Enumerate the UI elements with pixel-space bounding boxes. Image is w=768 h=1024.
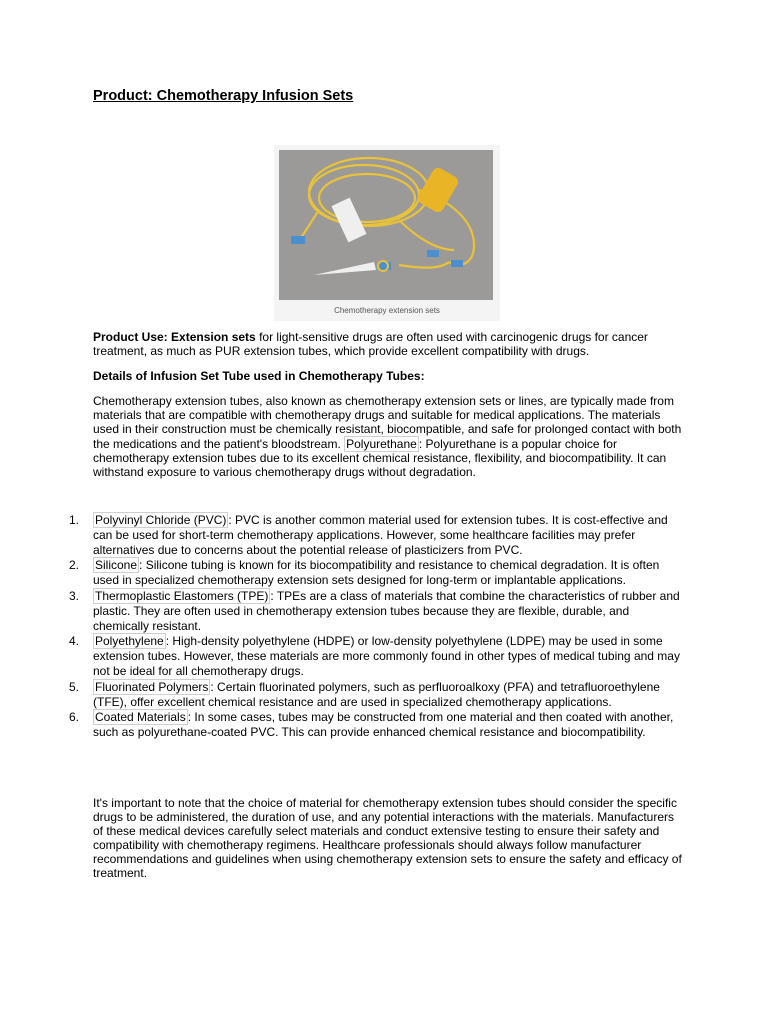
list-item	[69, 558, 683, 588]
material-text: : High-density polyethylene (HDPE) or low-density polyethylene (LDPE) may be used in some extension tubes. However, these materials are more commonly found in other types of medical tubing and may not be ideal for all chemotherapy drugs.	[93, 634, 680, 678]
material-term: Polyethylene	[95, 634, 164, 649]
page-title: Product: Chemotherapy Infusion Sets	[93, 88, 354, 104]
list-item	[69, 588, 683, 633]
list-item	[69, 710, 683, 740]
infusion-set-photo	[279, 150, 493, 300]
material-term: Thermoplastic Elastomers (TPE)	[95, 588, 269, 603]
list-number: 4.	[69, 634, 80, 649]
list-number: 5.	[69, 679, 80, 694]
material-term: Silicone	[95, 558, 138, 573]
material-term: Fluorinated Polymers	[95, 679, 209, 694]
intro-paragraph	[93, 394, 683, 479]
material-term: Coated Materials	[95, 710, 186, 725]
intro-rest: : Polyurethane is a popular choice for chemotherapy extension tubes due to its excellent chemical resistance, flexibility, and biocompatibility. It can withstand exposure to various chemotherapy drugs without degradation.	[93, 436, 667, 480]
product-use-text: for light-sensitive drugs are often used with carcinogenic drugs for cancer treatment, as much as PUR extension tubes, which provide excellent compatibility with drugs.	[93, 330, 648, 359]
product-use-label: Product Use:	[93, 330, 168, 344]
material-text: : TPEs are a class of materials that combine the characteristics of rubber and plastic. They are often used in chemotherapy extension tubes because they are flexible, durable, and chemically resistant.	[93, 588, 680, 633]
product-use-bold: Extension sets	[171, 330, 256, 344]
list-number: 2.	[69, 558, 80, 573]
list-number: 6.	[69, 710, 80, 725]
list-item	[69, 679, 683, 710]
material-text: : In some cases, tubes may be constructed from one material and then coated with another, such as polyurethane-coated PVC. This can provide enhanced chemical resistance and biocompatibility.	[93, 710, 674, 740]
material-text: : Silicone tubing is known for its biocompatibility and resistance to chemical degradation. It is often used in specialized chemotherapy extension sets designed for long-term or implantable applications.	[93, 558, 660, 588]
conclusion-paragraph: It's important to note that the choice of material for chemotherapy extension tubes should consider the specific drugs to be administered, the duration of use, and any potential interactions with the materials. Manufacturers of these medical devices carefully select materials and conduct extensive testing to ensure their safety and compatibility with chemotherapy regimens. Healthcare professionals should always follow manufacturer recommendations and guidelines when using chemotherapy extension sets to ensure the safety and efficacy of treatment.	[93, 796, 682, 880]
product-figure	[274, 145, 500, 321]
list-number: 1.	[69, 513, 80, 527]
term-polyurethane: Polyurethane	[346, 436, 417, 451]
list-number: 3.	[69, 588, 80, 603]
intro-text: Chemotherapy extension tubes, also known as chemotherapy extension sets or lines, are typically made from materials that are compatible with chemotherapy drugs and suitable for medical applications. The materials used in their construction must be chemically resistant, biocompatible, and safe for prolonged contact with both the medications and the patient's bloodstream.	[93, 394, 682, 451]
material-term: Polyvinyl Chloride (PVC)	[95, 513, 227, 527]
materials-list	[69, 513, 683, 741]
material-text: : Certain fluorinated polymers, such as perfluoroalkoxy (PFA) and tetrafluoroethylene (TFE), offer excellent chemical resistance and are used in specialized chemotherapy applications.	[93, 679, 660, 709]
list-item	[69, 634, 683, 678]
figure-caption: Chemotherapy extension sets	[334, 306, 440, 315]
material-text: : PVC is another common material used for extension tubes. It is cost-effective and can be used for short-term chemotherapy applications. However, some healthcare facilities may prefer alternatives due to concerns about the potential release of plasticizers from PVC.	[93, 513, 668, 557]
details-heading: Details of Infusion Set Tube used in Chemotherapy Tubes:	[93, 369, 425, 383]
product-use-paragraph	[93, 330, 683, 358]
list-item	[69, 513, 683, 557]
